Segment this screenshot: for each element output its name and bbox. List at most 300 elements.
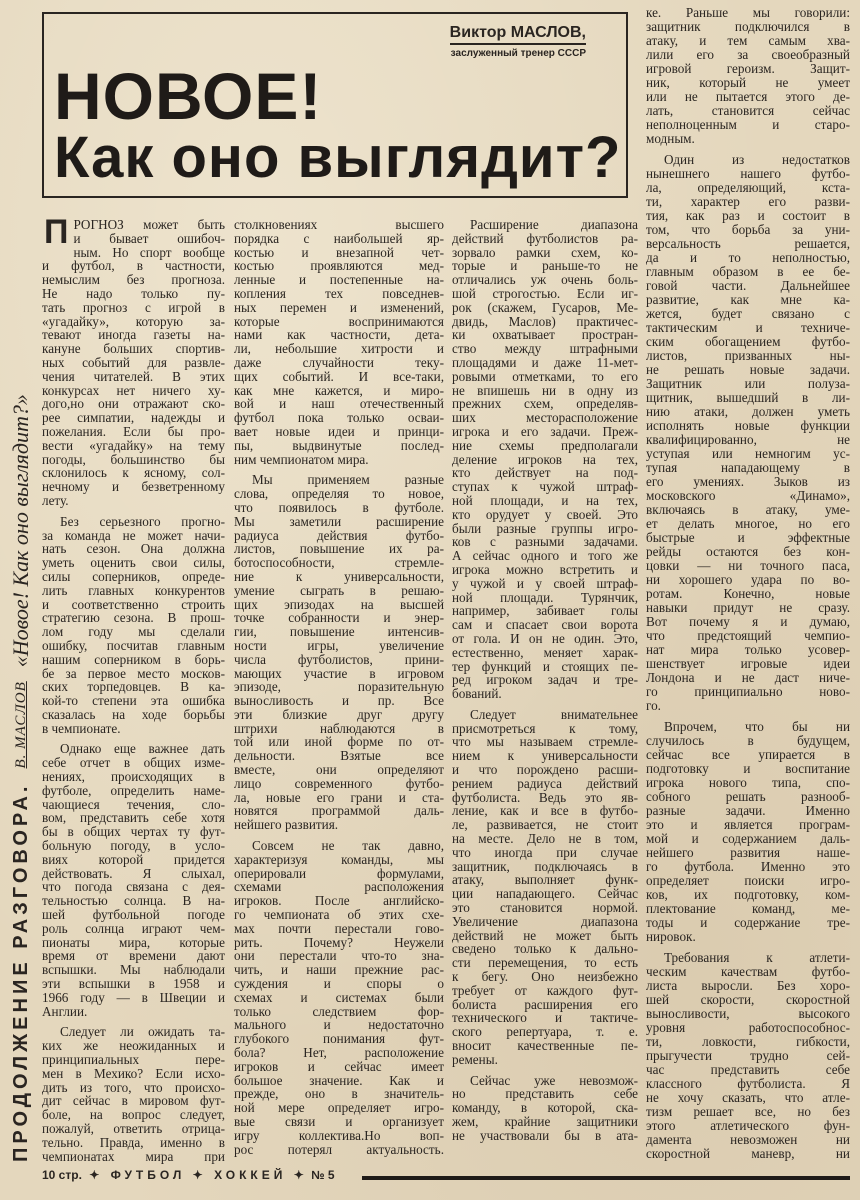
text-line: деление игроков на тех, (452, 451, 638, 467)
text-line: боле, на вопрос следует, (42, 1107, 225, 1123)
text-line: определяет поиски игро- (646, 873, 850, 888)
separator-icon: ✦ (293, 1168, 304, 1182)
text-line: собного решать разнооб- (646, 789, 850, 804)
text-line: дить из того, что происхо- (42, 1079, 225, 1095)
text-line: лету. (42, 492, 69, 508)
text-line: большое значение. Как и (234, 1072, 444, 1088)
text-line: действий футболистов ра- (452, 230, 638, 246)
text-line: схемах и системах были (234, 989, 444, 1005)
text-line: нировок. (646, 929, 696, 944)
text-line: игроков и сейчас имеет (234, 1058, 444, 1074)
text-line: прежних схем, определяв- (452, 396, 638, 412)
text-line: той или иной форме по от- (234, 734, 444, 750)
text-line: на месте. Дело не в том, (452, 831, 638, 847)
text-line: щих эпизодах на высшей (234, 596, 444, 612)
text-line: глубокого понимания фут- (234, 1031, 444, 1047)
magazine-name-2: ХОККЕЙ (214, 1168, 287, 1182)
text-line: ла, определяющий, кста- (646, 180, 850, 195)
text-line: сти перемещения, то есть (452, 955, 638, 971)
text-line: технического и тактиче- (452, 1010, 638, 1026)
text-line: ским обогащением футбо- (646, 334, 850, 349)
headline-box (42, 12, 628, 198)
text-line: квалифицированно, не (646, 432, 850, 447)
text-line: ных перемен и изменений, (234, 299, 444, 315)
text-line: го принципиально ново- (646, 684, 850, 699)
text-line: атаку, и тем самым хва- (646, 33, 850, 48)
text-line: Следует внимательнее (470, 706, 638, 722)
text-line: ких же неожиданных и (42, 1038, 225, 1054)
text-line: точке собранности и энер- (234, 610, 444, 626)
text-line: Без серьезного прогно- (60, 513, 225, 529)
text-line: футболиста. Ведь это яв- (452, 789, 638, 805)
text-line: Требования к атлети- (664, 950, 850, 965)
text-line: ти, ловкости, гибкости, (646, 1034, 850, 1049)
text-line: неполноценным и старо- (646, 117, 850, 132)
text-line: требует от каждого фут- (452, 982, 638, 998)
text-line: случилось в будущем, (646, 733, 850, 748)
headline-line-2: Как оно выглядит? (54, 125, 622, 190)
text-line: ротам. Конечно, новые (646, 586, 850, 601)
text-line: Один из недостатков (664, 152, 850, 167)
text-line: говой части. Дальнейшее (646, 278, 850, 293)
text-line: от гола. И он не один. Это, (452, 630, 638, 646)
paragraph (646, 153, 850, 713)
text-line: команду, в которой, ска- (452, 1100, 638, 1116)
text-line: тать прогноз с игрой в (42, 299, 225, 315)
text-line: чемпионатах мира при (42, 1148, 225, 1164)
text-line: не хочу сказать, что атле- (646, 1090, 850, 1105)
text-line: нием к универсальности (452, 748, 638, 764)
text-line: в чемпионате. (42, 720, 121, 736)
text-line: виях которой придется (42, 851, 225, 867)
text-line: модным. (646, 131, 695, 146)
issue-number: № 5 (311, 1168, 335, 1182)
text-line: ки охватывает простран- (452, 327, 638, 343)
text-line: ным. Но спорт вообще (73, 244, 225, 260)
text-line: пионаты мира, которые (42, 934, 225, 950)
text-line: «угадайку», которую за- (42, 313, 225, 329)
text-line: пожелания. Если бы про- (42, 423, 225, 439)
text-line: жется, будет связано с (646, 306, 850, 321)
text-line: нат мира только усовер- (646, 642, 850, 657)
text-line: версальность решается, (646, 236, 850, 251)
text-line: кто орудует у своей. Это (452, 506, 638, 522)
text-line: они перестали что-то зна- (234, 948, 444, 964)
text-line: нию атаки, должен уметь (646, 404, 850, 419)
text-line: атаку, выполняет функ- (452, 872, 638, 888)
text-line: нечному и безветренному (42, 479, 225, 495)
text-line: разные задачи. Именно (646, 803, 850, 818)
text-line: отличались уж очень боль- (452, 272, 638, 288)
text-line: дамента невозможен ни (646, 1132, 850, 1147)
text-line: сам и спасает свои ворота (452, 617, 638, 633)
text-line: тия, как раз и состоит в (646, 208, 850, 223)
text-line: тактическим и техниче- (646, 320, 850, 335)
text-line: торые и раньше-то не (452, 258, 638, 274)
paragraph (42, 213, 225, 508)
text-line: ние к универсальности, (234, 568, 444, 584)
paragraph (646, 951, 850, 1161)
text-line: классного футболиста. Я (646, 1076, 850, 1091)
text-line: двидь, Маслов) практичес- (452, 313, 638, 329)
separator-icon: ✦ (192, 1168, 203, 1182)
text-line: навыки придут не сразу. (646, 600, 850, 615)
text-line: ство между штрафными (452, 341, 638, 357)
paragraph (234, 839, 444, 1156)
text-line: ческим качествам футбо- (646, 964, 850, 979)
text-line: ленные и постепенные на- (234, 272, 444, 288)
side-article-title: «Новое! Как оно выглядит?» (8, 394, 33, 668)
text-line: дельности. Взятые все (234, 748, 444, 764)
text-line: радиуса действия футбо- (234, 527, 444, 543)
text-line: или не пытается этого де- (646, 89, 850, 104)
text-line: ших месторасположение (452, 410, 638, 426)
text-line: уровня работоспособнос- (646, 1020, 850, 1035)
text-line: бола? Нет, расположение (234, 1045, 444, 1061)
text-line: ной площади. Турянчик, (452, 589, 638, 605)
text-line: футболе, определить наме- (42, 782, 225, 798)
text-line: что мы называем стремле- (452, 734, 638, 750)
text-line: тер функций и стоящих пе- (452, 658, 638, 674)
text-line: ции нападающего. Сейчас (452, 886, 638, 902)
text-line: мен в Мехико? Если исхо- (42, 1065, 225, 1081)
text-line: оперировали формулами, (234, 865, 444, 881)
text-line: шой строгостью. Если иг- (452, 285, 638, 301)
headline-line-1: НОВОЕ! (54, 59, 323, 133)
text-line: игрока можно встретить и (452, 561, 638, 577)
text-line: тизм решает все, но без (646, 1104, 850, 1119)
text-line: были разные группы игро- (452, 520, 638, 536)
text-line: ла, новые его грани и ста- (234, 789, 444, 805)
text-line: ского репертуара, т. е. (452, 1024, 638, 1040)
text-line: игрока нового типа, спо- (646, 775, 850, 790)
text-line: Расширение диапазона (470, 217, 638, 232)
paragraph (42, 515, 225, 736)
text-line: листов, повышение их ра- (234, 541, 444, 557)
text-line: вместе, они определяют (234, 762, 444, 778)
text-line: Следует ли ожидать та- (60, 1024, 225, 1040)
text-line: что появилось в футболе. (234, 499, 444, 515)
text-line: листа выросли. Без хоро- (646, 978, 850, 993)
text-line: рос потерял актуальность. (234, 1141, 444, 1157)
text-line: исполнять новые функции (646, 418, 850, 433)
text-line: включаясь в атаку, уме- (646, 502, 850, 517)
text-line: кой-то степени эта ошибка (42, 693, 225, 709)
text-line: нейшего развития. (234, 817, 339, 833)
text-line: щих событий. И все-таки, (234, 368, 444, 384)
text-line: ление, как и все в футбо- (452, 803, 638, 819)
text-line: шей футбольной погоде (42, 907, 225, 923)
separator-icon: ✦ (89, 1168, 100, 1182)
text-line: кануне больших спортив- (42, 341, 225, 357)
text-line: ков, их подготовку, ком- (646, 887, 850, 902)
text-line: лом году мы сделали (42, 624, 225, 640)
text-line: и бывает ошибоч- (73, 230, 225, 246)
text-line: болиста расширения его (452, 996, 638, 1012)
text-line: что предстоящий чемпио- (646, 628, 850, 643)
text-line: нынешнего нашего футбо- (646, 166, 850, 181)
text-line: рением радиуса действий (452, 775, 638, 791)
text-line: ред игроком задач и тре- (452, 672, 638, 688)
text-line: нать сезон. Она должна (42, 541, 225, 557)
author-title: заслуженный тренер СССР (450, 48, 586, 59)
text-line: схемами расположения (234, 879, 444, 895)
text-line: главным образом в ее бе- (646, 264, 850, 279)
text-line: к бегу. Оно неизбежно (452, 969, 638, 985)
text-line: Сейчас уже невозмож- (470, 1072, 638, 1088)
text-line: эпизоде, поразительную (234, 679, 444, 695)
text-line: нашим соперником в борь- (42, 651, 225, 667)
text-line: Увеличение диапазона (452, 913, 638, 929)
text-line: го. (646, 698, 661, 713)
text-line: цовки — ни точного паса, (646, 558, 850, 573)
text-line: лицо современного футбо- (234, 775, 444, 791)
text-line: роль солнца играют чем- (42, 920, 225, 936)
paragraph (452, 218, 638, 701)
text-line: ник, который не умеет (646, 75, 850, 90)
text-line: московского «Динамо», (646, 488, 850, 503)
text-line: защитник подключился в (646, 19, 850, 34)
text-line: как мне кажется, и миро- (234, 382, 444, 398)
text-line: защитник, подключаясь в (452, 858, 638, 874)
text-line: тоды и содержание тре- (646, 915, 850, 930)
text-line: ков с разными задачами. (452, 534, 638, 550)
text-line: тевают иногда газеты на- (42, 327, 225, 343)
text-line: уступая или немногим ус- (646, 446, 850, 461)
text-line: но представить себе (452, 1086, 638, 1102)
text-line: чающиеся течения, сло- (42, 796, 225, 812)
paragraph (452, 708, 638, 1067)
side-author: В. МАСЛОВ (12, 681, 29, 769)
text-line: игроков. После английско- (234, 893, 444, 909)
text-line: ной мере определяет игро- (234, 1100, 444, 1116)
text-line: выносливости, высокого (646, 1006, 850, 1021)
text-line: вести «угадайку» на тему (42, 437, 225, 453)
text-line: листов, призванных ны- (646, 348, 850, 363)
text-line: погоды, большинство бы (42, 451, 225, 467)
page-footer (42, 1168, 335, 1182)
article-column-4 (646, 6, 850, 1168)
text-line: том, что борьба за уни- (646, 222, 850, 237)
text-line: ни хорошего удара по во- (646, 572, 850, 587)
magazine-name-1: ФУТБОЛ (110, 1168, 186, 1182)
text-line: Лондона и не даст ниче- (646, 670, 850, 685)
text-line: уметь оценить свои силы, (42, 555, 225, 571)
text-line: выносливость и пр. Все (234, 693, 444, 709)
text-line: шенствует игровые идеи (646, 656, 850, 671)
text-line: дого,но они отражают ско- (42, 396, 225, 412)
text-line: ли, небольшие хитрости и (234, 341, 444, 357)
text-line: конкурсах нет ничего ху- (42, 382, 225, 398)
text-line: Мы заметили расширение (234, 513, 444, 529)
text-line: ние схемы предполагали (452, 437, 638, 453)
text-line: лить главных конкурентов (42, 582, 225, 598)
article-column-2 (234, 218, 444, 1163)
text-line: прежде, оно в значитель- (234, 1086, 444, 1102)
paragraph (42, 1025, 225, 1163)
text-line: ступах к чужой штраф- (452, 479, 638, 495)
text-line: бе за первое место москов- (42, 665, 225, 681)
text-line: нами как частности, дета- (234, 327, 444, 343)
text-line: бований. (452, 686, 502, 702)
text-line: себе отчет в общих изме- (42, 755, 225, 771)
text-line: час представить себе (646, 1062, 850, 1077)
text-line: что иногда при случае (452, 844, 638, 860)
paragraph (42, 742, 225, 1018)
text-line: сейчас все упирается в (646, 747, 850, 762)
text-line: 1966 году — в Швеции и (42, 989, 225, 1005)
text-line: лили его за своеобразный (646, 47, 850, 62)
text-line: копления тех повседнев- (234, 285, 444, 301)
text-line: этого атлетического фун- (646, 1118, 850, 1133)
text-line: сведено только к дально- (452, 941, 638, 957)
text-line: плектование команд, ме- (646, 901, 850, 916)
text-line: принципиальных пере- (42, 1052, 225, 1068)
text-line: суждения и споры о (234, 976, 444, 992)
text-line: вом, представить себе хотя (42, 810, 225, 826)
text-line: ним чемпионатом мира. (234, 451, 369, 467)
text-line: костью и внезапной чет- (234, 244, 444, 260)
text-line: ет делать многое, но его (646, 516, 850, 531)
text-line: мах почти перестали гово- (234, 920, 444, 936)
text-line: действовать. Я слыхал, (42, 865, 225, 881)
text-line: ле, развивается, не стоит (452, 817, 638, 833)
text-line: штрихи наблюдаются в (234, 720, 444, 736)
text-line: рить. Почему? Неужели (234, 934, 444, 950)
text-line: Совсем не так давно, (252, 838, 444, 854)
paragraph (646, 720, 850, 944)
text-line: пожалуй, ответить отрица- (42, 1121, 225, 1136)
byline (450, 24, 586, 59)
text-line: ских торпедовцев. В ка- (42, 679, 225, 695)
text-line: гии, повышение интенсив- (234, 624, 444, 640)
text-line: щитник, вышедший в ли- (646, 390, 850, 405)
text-line: эти близкие друг другу (234, 706, 444, 722)
text-line: умение сыграть в решаю- (234, 582, 444, 598)
text-line: кто действует на под- (452, 465, 638, 481)
footer-rule (362, 1176, 850, 1180)
text-line: мающих участие в игровом (234, 665, 444, 681)
text-line: да и то неполностью, (646, 250, 850, 265)
text-line: столкновениях высшего (234, 217, 444, 232)
text-line: А сейчас одного и того же (452, 548, 638, 564)
text-line: го футбола. Именно это (646, 859, 850, 874)
text-line: тупая нападающему в (646, 460, 850, 475)
text-line: присмотреться к тому, (452, 720, 638, 736)
text-line: и соответственно строить (42, 596, 225, 612)
text-line: скоростной маневр, ни (646, 1146, 850, 1161)
text-line: время от времени дают (42, 948, 225, 964)
text-line: чения читателей. В этих (42, 368, 225, 384)
text-line: РОГНОЗ может быть (73, 217, 225, 232)
paragraph (234, 218, 444, 466)
text-line: нениях, происходящих в (42, 769, 225, 785)
text-line: Защитник или полуза- (646, 376, 850, 391)
text-line: чить, и наши прежние рас- (234, 962, 444, 978)
text-line: у чужой и у своей штраф- (452, 575, 638, 591)
text-line: естественно, меняет харак- (452, 644, 638, 660)
text-line: жем, крайние защитники (452, 1114, 638, 1129)
text-line: вспышки. Мы наблюдали (42, 962, 225, 978)
text-line: ремены. (452, 1051, 498, 1067)
text-line: костью проявляются мед- (234, 258, 444, 274)
text-line: эти вспышки в 1958 и (42, 976, 225, 992)
text-line: развитие, как мне ка- (646, 292, 850, 307)
side-strip-caption (6, 12, 36, 1162)
paragraph (452, 1074, 638, 1143)
text-line: подготовку и воспитание (646, 761, 850, 776)
page-number: 10 стр. (42, 1168, 82, 1182)
text-line: силы соперников, опреде- (42, 568, 225, 584)
text-line: за команда не может начи- (42, 527, 225, 543)
text-line: новятся программой даль- (234, 803, 444, 819)
text-line: больную погоду, в усло- (42, 838, 225, 854)
text-line: рее симпатии, надежды и (42, 410, 225, 426)
text-line: склонилось к ясному, сол- (42, 465, 225, 481)
continuation-label: ПРОДОЛЖЕНИЕ РАЗГОВОРА. (9, 782, 32, 1162)
text-line: прыгучести трудно сей- (646, 1048, 850, 1063)
text-line: шей скорости, скоростной (646, 992, 850, 1007)
text-line: его умениях. Зыков из (646, 474, 850, 489)
article-column-3 (452, 218, 638, 1150)
text-line: игровой героизм. Защит- (646, 61, 850, 76)
text-line: ности игры, увеличение (234, 637, 444, 653)
paragraph (646, 6, 850, 146)
text-line: ных событий для развле- (42, 354, 225, 370)
text-line: мального и недостаточно (234, 1017, 444, 1033)
text-line: что погода связана с дея- (42, 879, 225, 895)
paragraph (234, 473, 444, 832)
text-line: тельностью солнца. В на- (42, 893, 225, 909)
text-line: сказалась на ходе борьбы (42, 706, 225, 722)
text-line: Мы применяем разные (252, 472, 444, 488)
text-line: вые связи и организует (234, 1114, 444, 1129)
text-line: и что порождено расши- (452, 762, 638, 778)
text-line: которые воспринимаются (234, 313, 444, 329)
text-line: быстрые и эффектные (646, 530, 850, 545)
text-line: игру коллектива.Но воп- (234, 1127, 444, 1143)
text-line: вносит качественные пе- (452, 1038, 638, 1054)
text-line: площадями и даже 11-мет- (452, 354, 638, 370)
text-line: пы, выдвинутые послед- (234, 437, 444, 453)
text-line: рейды остаются без кон- (646, 544, 850, 559)
text-line: не впишешь ни в одну из (452, 382, 638, 398)
article-column-1 (42, 213, 225, 1170)
text-line: не решать новые задачи. (646, 362, 850, 377)
text-line: это и является програм- (646, 817, 850, 832)
text-line: порядка с наибольшей яр- (234, 230, 444, 246)
text-line: лать, становится сейчас (646, 103, 850, 118)
text-line: это становится нормой. (452, 900, 638, 916)
text-line: го чемпионата об этих схе- (234, 907, 444, 923)
text-line: Не надо только пу- (42, 285, 225, 301)
text-line: стратегию сезона. В прош- (42, 610, 225, 626)
text-line: Однако еще важнее дать (60, 741, 225, 757)
text-line: ке. Раньше мы говорили: (646, 5, 850, 20)
text-line: даже случайности теку- (234, 354, 444, 370)
text-line: ботоспособности, стремле- (234, 555, 444, 571)
text-line: бы в общих чертах ту фут- (42, 824, 225, 840)
text-line: вает новые идеи и принци- (234, 423, 444, 439)
text-line: рок (скажем, Гусаров, Ме- (452, 299, 638, 315)
text-line: ти, характер его разви- (646, 194, 850, 209)
text-line: немыслим без прогноза. (42, 272, 225, 288)
author-name: Виктор МАСЛОВ, (450, 24, 586, 45)
text-line: ной площади, и на тех, (452, 492, 638, 508)
text-line: Вот почему я и думаю, (646, 614, 850, 629)
text-line: числа футболистов, прини- (234, 651, 444, 667)
text-line: характеризуя команды, мы (234, 851, 444, 867)
